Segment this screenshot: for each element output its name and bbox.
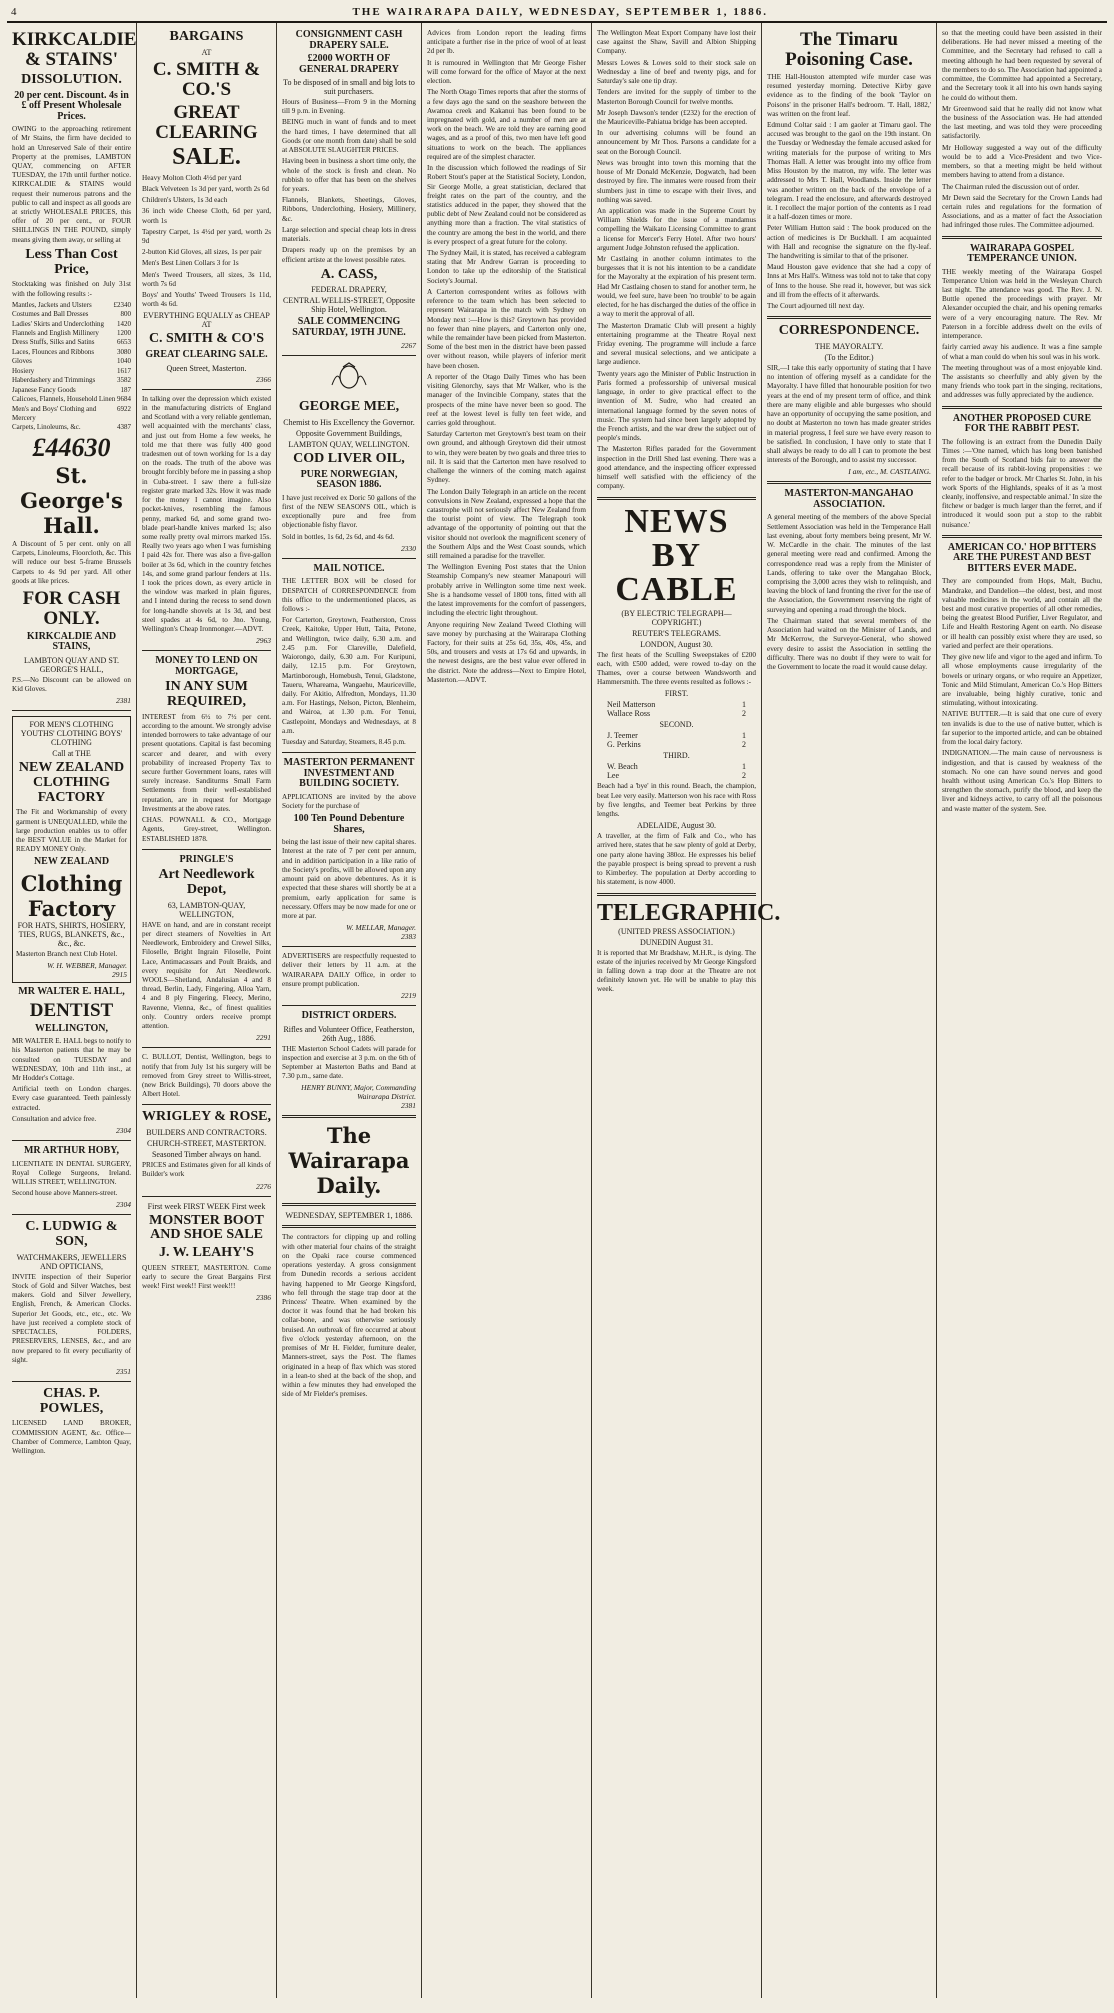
- mail-notice: MAIL NOTICE.: [313, 562, 385, 574]
- column-2: [137, 23, 277, 1998]
- stock-label: Gloves: [12, 357, 32, 366]
- second-heat: SECOND.: [659, 720, 694, 730]
- leahy-name: J. W. LEAHY'S: [159, 1244, 254, 1260]
- divider: [142, 1196, 271, 1197]
- cod-body: I have just received ex Doric 50 gallons of the first of the NEW SEASON'S OIL, which is exceptionally pure and free from objectionable fishy flavor.: [282, 493, 416, 530]
- cable-sub: (BY ELECTRIC TELEGRAPH—COPYRIGHT.): [621, 608, 732, 627]
- hoby-body: LICENTIATE IN DENTAL SURGERY, Royal College Surgeons, Ireland. WILLIS STREET, WELLINGTON.: [12, 1159, 131, 1186]
- stock-label: Ladies' Skirts and Underclothing: [12, 319, 105, 328]
- meeting-body-1: so that the meeting could have been assisted in their deliberations. He had never missed a meeting of the Committee, and the Secretary had refused to call a meeting although he had been requested by several of the members to do so. The Association had appointed a committee, the Committee had appointed a Secretary, and the Secretary took it all into his own hands saying he could do without them.: [942, 29, 1102, 102]
- stock-amount: 4387: [117, 423, 131, 432]
- first-heat: FIRST.: [664, 689, 689, 699]
- divider: [282, 1115, 416, 1118]
- pringle-body: HAVE on hand, and are in constant receipt per direct steamers of Novelties in Art Needlework, Embroidery and Crewel Silks, Filoselle, Bright Ingrain Filoselle, Point Lace, Antimacassars and Poult Braids, and every requisite for Art Needlework. WOOLS—Shetland, Andalusian 4 and 8 thread, Berlin, Lady, Fingering, Alloa Yarn, 4 and 8 ply Fingering, Fleecy, Merino, Ravenne, Vienna, &c., of finest qualities only. Country orders receive prompt attention.: [142, 920, 271, 1031]
- ludwig-body: INVITE inspection of their Superior Stock of Gold and Silver Watches, best makers. Gold and Silver Jewellery, English, French, & American Clocks. Superior Jet Goods, etc., etc., etc. We have just received a complete stock of SPECTACLES, FOLDERS, PRESERVERS, LENSES, &c., and are now prepared to fit every peculiarity of sight.: [12, 1272, 131, 1364]
- stock-row: [12, 329, 131, 338]
- column-7: [937, 23, 1107, 1998]
- kirkcaldie-title: KIRKCALDIE & STAINS': [12, 29, 137, 70]
- seasoned-timber: Seasoned Timber always on hand.: [151, 1150, 262, 1160]
- mayoralty-heading: THE MAYORALTY.: [814, 342, 884, 352]
- at-label: AT: [201, 47, 212, 57]
- timaru-body-2: Edmund Coltar said : I am gaoler at Timaru gaol. The accused was brought to the gaol on the 19th instant. On the Tuesday or Wednesday the female accused asked for writing materials for the purpose of writing to Mrs Thomas Hall. A letter was brought into my office from Miss Houston by the matron, my wife. The letter was addressed to Mrs T. Hall, Woodlands. Inside the letter was another written on the back of the envelope of a telegram. I read the enclosure, and afterwards destroyed it. I recollect the major portion of the contents as I read it a half-dozen times or more.: [767, 120, 931, 222]
- divider: [942, 236, 1102, 239]
- hall-body: MR WALTER E. HALL begs to notify to his Masterton patients that he may be consulted on TUESDAY and WEDNESDAY, 10th and 11th inst., at Mr Hodder's Cottage.: [12, 1037, 131, 1082]
- news-item-14: Tenders are invited for the supply of timber to the Masterton Borough Council for twelve months.: [597, 88, 756, 106]
- divider: [142, 650, 271, 651]
- smith-item: Boys' and Youths' Tweed Trousers 1s 11d, worth 4s 6d.: [142, 291, 271, 309]
- ad-number-10: 2386: [256, 1293, 271, 1303]
- smith-item: 36 inch wide Cheese Cloth, 6d per yard, worth 1s: [142, 207, 271, 225]
- consultation: Consultation and advice free.: [12, 1114, 97, 1123]
- heat-row: [597, 771, 756, 780]
- consignment-heading: CONSIGNMENT CASH DRAPERY SALE.: [295, 29, 403, 51]
- divider: [942, 406, 1102, 409]
- news-item-1: Advices from London report the leading firms anticipate a further rise in the price of wool of at least 2d per lb.: [427, 29, 586, 56]
- news-item-3: The North Otago Times reports that after the storms of a few days ago the sand on the seashore between the Awamoa creek and Kakanui has been found to be impregnated with gold, and a number of men are at work on the beach. We are told they are earning good wages, and as a proof of this, two men have left good situations to work on the beach. The appliances required are of the simplest character.: [427, 88, 586, 161]
- ad-number-3: 2304: [116, 1126, 131, 1136]
- temperance-body: THE weekly meeting of the Wairarapa Gospel Temperance Union was held in the Wesleyan Church last night. The attendance was good. The Rev. J. N. Buttle opened the proceedings with prayer. Mr Alexander occupied the chair, and his opening remarks were of a very encouraging nature. The Rev. Mr Paterson in a forcible address dwelt on the evils of intemperance.: [942, 267, 1102, 341]
- stock-amount: 1040: [117, 357, 131, 366]
- less-than-cost: Less Than Cost Price,: [25, 246, 118, 277]
- drapery-body-5: Drapers ready up on the premises by an efficient artiste at the lowest possible rates.: [282, 246, 416, 264]
- meeting-body-4: The Chairman ruled the discussion out of order.: [942, 182, 1080, 191]
- investment-body: APPLICATIONS are invited by the above Society for the purchase of: [282, 792, 416, 811]
- ad-number-5: 2351: [116, 1366, 131, 1376]
- column-4: [422, 23, 592, 1998]
- heat-3-results: [597, 762, 756, 780]
- news-item-13: Messrs Lowes & Lowes sold to their stock sale on Wednesday a line of beef and twenty pigs, and for Saturday's sale one tip dray.: [597, 58, 756, 86]
- stock-label: Dress Stuffs, Silks and Satins: [12, 338, 95, 347]
- divider: [142, 1104, 271, 1105]
- drapery-body-4: Large selection and special cheap lots in dress materials.: [282, 225, 416, 244]
- sculler-place: 1: [742, 762, 746, 772]
- smith-item: Children's Ulsters, 1s 3d each: [142, 196, 228, 205]
- sculler-name: G. Perkins: [607, 740, 641, 750]
- stock-row: [12, 423, 131, 432]
- heat-row: [597, 700, 756, 709]
- news-item-4: In the discussion which followed the readings of Sir Robert Stout's paper at the Statistical Society, London, Sir George Molle, a great statistician, declared that freight rates on the part of the country, and the statistics adduced in the paper, they showed that the public debt of New Zealand could not be considered as anything more than a fraction. The vital statistics of the country are among the best in the world, and there is every prospect of a great future for the colony.: [427, 164, 586, 246]
- pownall-sig: CHAS. POWNALL & CO., Mortgage Agents, Grey-street, Wellington. ESTABLISHED 1878.: [142, 816, 271, 843]
- divider: [767, 316, 931, 319]
- sale-heading: SALE.: [172, 144, 241, 171]
- business-hours: Hours of Business—From 9 in the Morning till 9 p.m. in Evening.: [282, 98, 416, 116]
- daily-date: WEDNESDAY, SEPTEMBER 1, 1886.: [285, 1211, 413, 1221]
- editorial-text: The contractors for clipping up and rolling with other material four chains of the straight on the Opaki race course commenced operations yesterday. A gross consignment from Dunedin records a serious accident having happened to Mr George Kingsford, who fell through the stage trap door at the Princess' Theatre. When examined by the doctor it was found that he had broken his collar-bone, and was otherwise seriously bruised. An outbreak of fire occurred at about five o'clock yesterday afternoon, on the premises of Mr H. Fielder, furniture dealer, Manners-street, says the Post. The flames originated in a heap of flax which was stored in a lean-to shed at the back of the shop, and within a few minutes they had enveloped the side of Mr Fielder's premises.: [282, 1233, 416, 1399]
- sale-commencing: SALE COMMENCING SATURDAY, 19TH JUNE.: [292, 316, 406, 338]
- dentist-heading: DENTIST: [29, 999, 114, 1021]
- heat-2-results: [597, 731, 756, 749]
- stock-list: [12, 301, 131, 433]
- to-editor: (To the Editor.): [824, 353, 874, 363]
- queen-street: Queen Street, Masterton.: [166, 363, 247, 373]
- crest-icon: [329, 361, 369, 391]
- wellington-heading: WELLINGTON,: [35, 1022, 108, 1034]
- news-item-19: Mr Castlaing in another column intimates to the burgesses that it is not his intention to be a candidate for the Mayoralty at the expiration of his present term. Had Mr Castlaing chosen to stand for another term, he would, we feel sure, have been 'no trouble' to be again elected, for he has discharged the duties of the office in a way to merit the approval of all.: [597, 255, 756, 319]
- timaru-body-3: Peter William Hutton said : The book produced on the action of medicines is Dr Buckhall. I am acquainted with Hall and recognise the signature on the fly-leaf. The handwriting is similar to that of the prisoner.: [767, 224, 931, 261]
- drapery-body-3: Flannels, Blankets, Sheetings, Gloves, Ribbons, Underclothing, Hosiery, Millinery, &c.: [282, 196, 416, 223]
- sculler-name: J. Teemer: [607, 731, 638, 741]
- webber-sig: W. H. WEBBER, Manager.: [47, 961, 127, 971]
- stock-amount: 9684: [117, 395, 131, 404]
- divider: [12, 1214, 131, 1215]
- leahy-body: QUEEN STREET, MASTERTON. Come early to secure the Great Bargains First week! First week!! First week!!!: [142, 1263, 271, 1290]
- stock-amount: 3080: [117, 347, 131, 356]
- pringle-address: 63, LAMBTON-QUAY, WELLINGTON,: [167, 900, 246, 919]
- sculler-name: Wallace Ross: [607, 709, 651, 719]
- temperance-body-2: fairly carried away his audience. It was a fine sample of what a man could do when his soul was in his work.: [942, 343, 1102, 361]
- stock-row: [12, 338, 131, 347]
- divider: [767, 481, 931, 484]
- divider: [282, 1225, 416, 1228]
- divider: [12, 1140, 131, 1141]
- news-item-21: Twenty years ago the Minister of Public Instruction in Paris formed a professorship of universal musical language, in order to give practical effect to the invention of M. Sudre, who had created an international language formed by the seven notes of music. The system had since been largely adopted by the French artists, and the war drew the subject out of people's minds.: [597, 369, 756, 443]
- stock-amount: 187: [120, 385, 131, 394]
- news-item-18: An application was made in the Supreme Court by William Shields for the issue of a mandamus compelling the Waikato Licensing Committee to grant a license for Mercer's Ferry Hotel. After two hours' argument Judge Johnston refused the application.: [597, 206, 756, 252]
- stock-amount: 1200: [117, 329, 131, 338]
- ad-number-13: 2383: [401, 932, 416, 942]
- divider: [142, 849, 271, 850]
- debenture-shares: 100 Ten Pound Debenture Shares,: [293, 813, 405, 835]
- ad-number-6: 2366: [256, 374, 271, 384]
- sculler-place: 1: [742, 700, 746, 710]
- telegraphic-sub: (UNITED PRESS ASSOCIATION.): [618, 926, 735, 936]
- hall-name: MR WALTER E. HALL,: [18, 986, 125, 998]
- ad-number-14: 2219: [401, 991, 416, 1001]
- heat-row: [597, 762, 756, 771]
- timaru-body-1: THE Hall-Houston attempted wife murder case was resumed yesterday morning. Detective Kirby gave evidence as to the finding of the book 'Taylor on Poisons' in the prisoner Hall's bedroom. 'T. Hall, 1882,' was written on the front leaf.: [767, 72, 931, 118]
- stock-amount: £2340: [113, 300, 131, 309]
- smith-name: C. SMITH & CO.'S: [152, 58, 261, 100]
- second-house: Second house above Manners-street.: [12, 1189, 118, 1198]
- rabbit-pest-body: The following is an extract from the Dunedin Daily Times :—'One named, which has long been banished from the South of Scotland bids fair to answer the recall because of its rabbit-loving propensities : we refer to the badger or brock. Mr Charles St. John, in his work Sports of the Highlands, speaks of it as 'a most cleanly, inoffensive, and respectable animal.' In size the fitchew or badger is much larger than the ferret, and if introduced it would soon put a stop to the rabbit nuisance.': [942, 437, 1102, 529]
- any-sum: IN ANY SUM REQUIRED,: [165, 679, 248, 710]
- drapery-sub: To be disposed of in small and big lots to suit purchasers.: [283, 78, 415, 96]
- needlework-heading: Art Needlework Depot,: [158, 867, 255, 897]
- column-1: [7, 23, 137, 1998]
- divider: [597, 893, 756, 896]
- builders-line: BUILDERS AND CONTRACTORS.: [146, 1128, 267, 1138]
- great-clearing: GREAT CLEARING: [155, 101, 258, 143]
- stock-amount: 6922: [117, 404, 131, 413]
- reuters-heading: REUTER'S TELEGRAMS.: [632, 628, 721, 638]
- st-georges-hall: St. George's Hall.: [20, 462, 123, 538]
- news-item-15: Mr Joseph Dawson's tender (£232) for the erection of the Mauriceville-Pahiatua bridge has been accepted.: [597, 108, 756, 126]
- news-item-17: News was brought into town this morning that the house of Mr Donald McKenzie, Dogwatch, had been destroyed by fire. The inmates were roused from their slumbers just in time to escape with their lives, and nothing was saved.: [597, 158, 756, 204]
- nz-clothing-factory: NEW ZEALAND CLOTHING FACTORY: [18, 760, 125, 805]
- masthead: [7, 6, 1107, 23]
- stock-label: Costumes and Ball Dresses: [12, 310, 89, 319]
- news-item-9: The London Daily Telegraph in an article on the recent convulsions in New Zealand, expressed a hope that the catastrophe will not seriously affect New Zealand from the tourist point of view. The Telegraph took advantage of the opportunity of pointing out that the visitor should not overlook the magnificent scenery of the Southern Alps and the West Coast sounds, which still remained a paradise for the traveller.: [427, 487, 586, 561]
- ps-line: P.S.—No Discount can be allowed on Kid Gloves.: [12, 675, 131, 694]
- pure-norwegian: PURE NORWEGIAN, SEASON 1886.: [300, 468, 398, 491]
- smith-name-2: C. SMITH & CO'S: [148, 331, 265, 347]
- ad-number-2: 2915: [112, 970, 127, 980]
- stock-total: £44630: [32, 432, 111, 462]
- cass-sub: FEDERAL DRAPERY,: [311, 285, 387, 295]
- stock-row: [12, 357, 131, 366]
- powles-name: CHAS. P. POWLES,: [39, 1385, 104, 1416]
- divider: [597, 497, 756, 500]
- divider: [942, 535, 1102, 538]
- lambton-line: LAMBTON QUAY, WELLINGTON.: [288, 440, 410, 450]
- cod-liver-oil: COD LIVER OIL,: [293, 451, 405, 467]
- mail-body: THE LETTER BOX will be closed for DESPATCH of CORRESPONDENCE from this office to the undermentioned places, as follows :-: [282, 577, 416, 614]
- smith-item: Men's Best Linen Collars 3 for 1s: [142, 259, 239, 268]
- stock-row: [12, 367, 131, 376]
- great-clearing-2: GREAT CLEARING SALE.: [145, 349, 268, 361]
- money-body: INTEREST from 6½ to 7½ per cent. according to the amount. We strongly advise intended borrowers to take advantage of our present quotations. Capital is fast becoming scarcer and dearer, and with every probability of increased Property Tax to secure further Government loans, rates will surely increase. Sanditurms Small Farm Settlements from their well-established reputation, are in request for Mortgage Investments at the above rates.: [142, 712, 271, 813]
- adelaide-dateline: ADELAIDE, August 30.: [636, 821, 717, 831]
- ludwig-sub: WATCHMAKERS, JEWELLERS AND OPTICIANS,: [16, 1252, 127, 1271]
- artificial-teeth: Artificial teeth on London charges. Every case guaranteed. Teeth painlessly extracted.: [12, 1085, 131, 1112]
- divider: [142, 1047, 271, 1048]
- news-item-8: Saturday Carterton met Greytown's best team on their own ground, and although Greytown did their utmost to win, they were beaten by two goals and three tries to nil. It is said that the Carterton men have resolved to challenge the winners of the coming match against Sydney.: [427, 430, 586, 485]
- bunny-sig: HENRY BUNNY, Major, Commanding Wairarapa District.: [301, 1083, 416, 1102]
- news-item-12: The Wellington Meat Export Company have lost their case against the Shaw, Savill and Albion Shipping Company.: [597, 29, 756, 56]
- advertisers-notice: ADVERTISERS are respectfully requested to deliver their letters by 11 a.m. at the WAIRARAPA DAILY Office, in order to ensure prompt publication.: [282, 952, 416, 988]
- columns: [7, 23, 1107, 1998]
- indigestion-notice: INDIGNATION.—The main cause of nervousness is indigestion, and that is caused by weakness of the stomach. No one can have sound nerves and good health without using American Co.'s Hop Bitters to strengthen the stomach, purify the blood, and keep the liver and kidneys active, to carry off all the poisonous and waste matter of the system. See.: [942, 749, 1102, 813]
- news-item-11: Anyone requiring New Zealand Tweed Clothing will save money by purchasing at the Wairarapa Clothing Factory, for their suits at 25s 6d, 35s, 40s, 45s, and 50s, and trousers and vests at 17s 6d and upwards, in the newest designs, are the best value ever offered in the district. Note the address—Next to Empire Hotel, Masterton.—ADVT.: [427, 620, 586, 684]
- stock-label: Carpets, Linoleums, &c.: [12, 423, 81, 432]
- dissolution-heading: DISSOLUTION.: [21, 71, 122, 87]
- third-heat: THIRD.: [663, 751, 690, 761]
- temperance-body-3: The meeting throughout was of a most enjoyable kind. The assistants so cheerfully and ably given by the many friends who took part in the singing, recitations, and addresses was fully appreciated by the audience.: [942, 363, 1102, 400]
- castlaing-sig: I am, etc., M. CASTLAING.: [848, 467, 931, 477]
- first-week: First week FIRST WEEK First week: [147, 1201, 266, 1211]
- mayoralty-letter: SIR,—I take this early opportunity of stating that I have no intention of offering myself as a candidate for the Mayoralty. I have filled that honourable position for two years at the end of my present term of office, and think there are many eligible and able burgesses who should have an opportunity of occupying the same position, and no doubt at Masterton no town has made greater strides in material progress, I feel sure we have every reason to be satisfied. In conclusion, I have only to state that I shall always be ready to do all I can to promote the best interests of the Borough, and to assist my successor.: [767, 364, 931, 465]
- divider: [12, 1381, 131, 1382]
- sculler-name: Neil Matterson: [607, 700, 656, 710]
- mangahao-body-2: The Chairman stated that several members of the Association had waited on the Minister of Lands, and Mr McKerrow, the Surveyor-General, who showed every desire to assist the Association in settling the difficulty. There was no doubt if they were to wait for the Government to locate the road it would cause delay.: [767, 616, 931, 671]
- timaru-heading: The Timaru Poisoning Case.: [785, 29, 913, 70]
- stocktaking-line: Stocktaking was finished on July 31st with the following results :-: [12, 280, 131, 298]
- ad-number-4: 2304: [116, 1200, 131, 1210]
- district-orders: DISTRICT ORDERS.: [301, 1010, 397, 1022]
- bargains-heading: BARGAINS: [169, 29, 244, 44]
- stock-label: Flannels and English Millinery: [12, 329, 99, 338]
- smith-item-list: [142, 174, 271, 310]
- george-sub: Chemist to His Excellency the Governor.: [283, 418, 415, 428]
- drapery-body-2: Having been in business a short time only, the whole of the stock is fresh and clean. No rubbish to offer that has been on the shelves for years.: [282, 157, 416, 193]
- hop-bitters-heading: AMERICAN CO.' HOP BITTERS ARE THE PUREST AND BEST BITTERS EVER MADE.: [947, 541, 1097, 574]
- ad-number-15: 2381: [401, 1101, 416, 1111]
- sculler-place: 1: [742, 731, 746, 741]
- news-by-cable: NEWS BY CABLE: [615, 502, 738, 608]
- heat-body: Beach had a 'bye' in this round. Beach, the champion, beat Lee very easily. Matterson won his race with Ross by five lengths, and Teemer beat Perkins by three lengths.: [597, 782, 756, 819]
- newspaper-page: [7, 6, 1107, 2001]
- shares-body: being the last issue of their new capital shares. Interest at the rate of 7 per cent per annum, and in addition participation in a like ratio of the Society's profits, will be allowed upon any amount paid on above debentures. As it is expected that these shares will shortly be at a premium, early application for same is necessary. Offers may be now made for one or more at par.: [282, 838, 416, 920]
- clothing-factory: Clothing Factory: [20, 870, 123, 921]
- smith-item: Men's Tweed Trousers, all sizes, 3s 11d, worth 7s 6d: [142, 270, 271, 288]
- ad-number-8: 2291: [256, 1033, 271, 1043]
- dunedin-dateline: DUNEDIN August 31.: [639, 937, 714, 947]
- st-georges-body: A Discount of 5 per cent. only on all Carpets, Linoleums, Floorcloth, &c. This will reduce our best 5-frame Brussels Carpets to 4s 9d per yard. All other goods at like prices.: [12, 539, 131, 585]
- news-item-20: The Masterton Dramatic Club will present a highly entertaining programme at the Theatre Royal next Friday evening. The programme will include a farce and several musical selections, and we anticipate a large audience.: [597, 321, 756, 367]
- stock-row: [12, 301, 131, 310]
- mangahao-heading: MASTERTON-MANGAHAO ASSOCIATION.: [784, 488, 914, 510]
- divider: [142, 389, 271, 390]
- for-mens: FOR MEN'S CLOTHING YOUTHS' CLOTHING BOYS' CLOTHING: [20, 720, 123, 748]
- monster-sale: MONSTER BOOT AND SHOE SALE: [149, 1212, 264, 1243]
- page-number: 4: [11, 6, 18, 18]
- heat-1-results: [597, 700, 756, 718]
- masterton-branch: Masterton Branch next Club Hotel.: [16, 949, 118, 958]
- hats-line: FOR HATS, SHIRTS, HOSIERY, TIES, RUGS, BLANKETS, &c., &c., &c.: [17, 920, 126, 948]
- stock-amount: 1617: [117, 366, 131, 375]
- stock-row: [12, 386, 131, 395]
- divider: [282, 355, 416, 356]
- divider: [282, 558, 416, 559]
- divider: [282, 752, 416, 753]
- smith-item: 2-button Kid Gloves, all sizes, 1s per pair: [142, 248, 262, 257]
- mail-footer: Tuesday and Saturday, Steamers, 8.45 p.m.: [282, 738, 406, 747]
- church-street: CHURCH-STREET, MASTERTON.: [146, 1139, 266, 1149]
- news-item-22: The Masterton Rifles paraded for the Government inspection in the Drill Shed last evening. There was a good attendance, and the inspecting officer expressed himself well satisfied with the efficiency of the company.: [597, 445, 756, 491]
- mellar-sig: W. MELLAR, Manager.: [346, 923, 416, 933]
- mangahao-body-1: A general meeting of the members of the above Special Settlement Association was held in the Temperance Hall last evening, about forty members being present, Mr W. W. McCardle in the chair. The minutes of the last general meeting were read and confirmed. Among the correspondence read was a reply from the Minister of Lands, offering to take over the Mangahao Block, comprising the 3,000 acres they wish to relinquish, and leaving the block of land fronting the river for the use of the Association, the Government reserving the right of surveying and opening a road through the block.: [767, 513, 931, 614]
- dunedin-body: It is reported that Mr Bradshaw, M.H.R., is dying. The estate of the injuries received by Mr George Kingsford in falling down a trap door at the Theatre are not definitely known yet. He will be unable to play this week.: [597, 948, 756, 994]
- telegraphic-heading: TELEGRAPHIC.: [597, 899, 781, 926]
- stock-label: Men's and Boys' Clothing and Mercery: [12, 404, 97, 422]
- ludwig-name: C. LUDWIG & SON,: [25, 1219, 118, 1250]
- nz-label: NEW ZEALAND: [33, 856, 110, 868]
- news-item-6: A Carterton correspondent writes as follows with reference to the team which has been selected to represent Wairarapa in the match with Sydney on Monday next :—How is this? Greytown has provided no fewer than nine players, and Carterton only one, while the remainder have been picked from Masterton. Some of the best men in the district have been passed over without reason, while players of inferior merit have been chosen.: [427, 287, 586, 370]
- smith-item: Black Velveteen 1s 3d per yard, worth 2s 6d: [142, 184, 270, 193]
- london-dateline: LONDON, August 30.: [640, 639, 713, 649]
- pringle-name: PRINGLE'S: [179, 853, 234, 865]
- news-item-10: The Wellington Evening Post states that the Union Steamship Company's new steamer Manapouri will probably arrive in Wellington some time next week. She is a handsome vessel of 1800 tons, fitted with all the latest improvements for the comfort of passengers, including the electric light throughout.: [427, 563, 586, 618]
- stock-row: [12, 376, 131, 385]
- news-item-2: It is rumoured in Wellington that Mr George Fisher will come forward for the office of Mayor at the next election.: [427, 58, 586, 86]
- mens-clothing-box: [12, 716, 131, 983]
- cash-only: FOR CASH ONLY.: [22, 587, 121, 629]
- powles-body: LICENSED LAND BROKER, COMMISSION AGENT, &c. Office—Chamber of Commerce, Lambton Quay, Wellington.: [12, 1419, 131, 1455]
- investment-society: MASTERTON PERMANENT INVESTMENT AND BUILDING SOCIETY.: [283, 757, 415, 790]
- sculler-name: W. Beach: [607, 762, 638, 772]
- timaru-body-5: The Court adjourned till next day.: [767, 302, 865, 311]
- meeting-body-2: Mr Greenwood said that he really did not know what the business of the Association was. He had attended the last meeting, and was told they were proceeding satisfactorily.: [942, 104, 1102, 141]
- money-to-lend: MONEY TO LEND ON MORTGAGE,: [155, 655, 258, 677]
- stock-row: [12, 348, 131, 357]
- masthead-title: THE WAIRARAPA DAILY, WEDNESDAY, SEPTEMBER 1, 1886.: [352, 6, 769, 18]
- temperance-heading: WAIRARAPA GOSPEL TEMPERANCE UNION.: [967, 242, 1077, 265]
- ad-number-9: 2276: [256, 1181, 271, 1191]
- everything-cheap: EVERYTHING EQUALLY as CHEAP AT: [143, 311, 270, 330]
- rifles-body: THE Masterton School Cadets will parade for inspection and exercise at 3 p.m. on the 6th of September at Masterton Baths and Band at 7.30 p.m., same date.: [282, 1044, 416, 1081]
- heat-row: [597, 740, 756, 749]
- adelaide-body: A traveller, at the firm of Falk and Co., who has arrived here, states that he saw plenty of gold at Derby, one party alone having 380oz. He expresses his belief the payable prospect is being spread to prevent a rush to Kimberley. The population at Derby according to his statement, is now 4000.: [597, 832, 756, 887]
- cass-name: A. CASS,: [320, 266, 378, 282]
- column-3: [277, 23, 422, 1998]
- sculler-name: Lee: [607, 771, 619, 781]
- stock-label: Japanese Fancy Goods: [12, 385, 76, 394]
- news-item-16: In our advertising columns will be found an announcement by Mr Thos. Parsons a candidate for a seat on the Borough Council.: [597, 129, 756, 156]
- meeting-body-3: Mr Holloway suggested a way out of the difficulty would be to add a Vice-President and two Vice-members, so that a meeting might be held without members having to attend from a distance.: [942, 143, 1102, 180]
- smith-item: Tapestry Carpet, 1s 4½d per yard, worth 2s 9d: [142, 227, 271, 245]
- sculler-place: 2: [742, 771, 746, 781]
- stock-label: Hosiery: [12, 366, 35, 375]
- divider: [282, 1005, 416, 1006]
- nzcf-body: The Fit and Workmanship of every garment is UNEQUALLED, while the large production enables us to offer the BEST VALUE in the Market for READY MONEY Only.: [16, 808, 127, 854]
- news-item-5: The Sydney Mail, it is stated, has received a cablegram stating that Mr Andrew Garran is proceeding to London to take up the editorship of the Statistical Society's Journal.: [427, 249, 586, 285]
- column-6: [762, 23, 937, 1998]
- smith-item: Heavy Molton Cloth 4½d per yard: [142, 173, 242, 182]
- london-body: The first heats of the Sculling Sweepstakes of £200 each, with £500 added, were rowed to-day on the Thames, over a course between Wandsworth and Hammersmith. The three events resulted as follows :-: [597, 650, 756, 687]
- stock-label: Mantles, Jackets and Ulsters: [12, 300, 92, 309]
- discount-line: 20 per cent. Discount. 4s in £ off Present Wholesale Prices.: [14, 89, 129, 122]
- bullot-body: C. BULLOT, Dentist, Wellington, begs to notify that from July 1st his surgery will be removed from Grey street to Willis-street, (new Brick Buildings), 70 doors above the Albert Hotel.: [142, 1053, 271, 1099]
- meeting-body-5: Mr Dewn said the Secretary for the Crown Lands had certain rules and regulations for the formation of Associations, and as a matter of fact the Association had infringed those rules. The Committee adjourned.: [942, 193, 1102, 230]
- stock-row: [12, 405, 131, 424]
- stock-row: [12, 320, 131, 329]
- ad-number-7: 2963: [256, 636, 271, 646]
- mail-list: For Carterton, Greytown, Featherston, Cross Creek, Kaitoke, Upper Hutt, Taita, Petone, and Wellington, twice daily, 6.30 a.m. and 2.45 p.m. For Clareville, Dalefield, Waiorongo, daily, 6.30 a.m. For Kuripuni, daily, 12.15 p.m. For Greytown, Martinborough, Homebush, Tenui, Gladstone, Taueru, Whareama, Wangaehu, Mauriceville, daily. For Akitio, Alfredton, Mondays, 11.30 a.m. For Hastings, Nelson, Picton, Blenheim, and Wairoa, at 1.30 p.m. For Tenui, Castlepoint, Mondays and Wednesdays, at 8 a.m.: [282, 616, 416, 735]
- rifles-office: Rifles and Volunteer Office, Featherston, 26th Aug., 1886.: [283, 1024, 415, 1043]
- divider: [282, 946, 416, 947]
- correspondence-heading: CORRESPONDENCE.: [778, 323, 920, 339]
- column-5: [592, 23, 781, 1998]
- drapery-worth: £2000 WORTH OF GENERAL DRAPERY: [299, 53, 399, 75]
- stock-label: Calicoes, Flannels, Household Linen: [12, 395, 116, 404]
- prices-line: PRICES and Estimates given for all kinds of Builder's work: [142, 1161, 271, 1179]
- kirkcaldie-address: LAMBTON QUAY AND ST. GEORGE'S HALL,: [23, 655, 120, 674]
- ad-number-11: 2267: [401, 341, 416, 351]
- ad-number-1: 2381: [116, 696, 131, 706]
- ad-number-12: 2330: [401, 543, 416, 553]
- divider: [282, 1203, 416, 1206]
- cass-address: CENTRAL WELLIS-STREET, Opposite Ship Hotel, Wellington.: [282, 296, 416, 315]
- drapery-body-1: BEING much in want of funds and to meet the hard times, I have determined that all Goods (or one month from date) shall be sold at ABSOLUTE SLAUGHTER PRICES.: [282, 118, 416, 155]
- heat-row: [597, 731, 756, 740]
- divider: [12, 710, 131, 711]
- wrigley-name: WRIGLEY & ROSE,: [142, 1109, 272, 1125]
- heat-row: [597, 709, 756, 718]
- stock-row: [12, 310, 131, 319]
- hop-bitters-body: They are compounded from Hops, Malt, Buchu, Mandrake, and Dandelion—the oldest, best, and most valuable medicines in the world, and contain all the best and most curative properties of all other remedies, being the greatest Blood Purifier, Liver Regulator, and Life and Health Restoring Agent on earth. No disease or ill health can possibly exist where they are used, so varied and perfect are their operations.: [942, 577, 1102, 650]
- native-butter: NATIVE BUTTER.—It is said that one cure of every ten invalids is due to the use of native butter, which is far superior to the imported article, and can be obtained from the local dairy factory.: [942, 710, 1102, 747]
- george-mee: GEORGE MEE,: [298, 399, 400, 415]
- sold-line: Sold in bottles, 1s 6d, 2s 6d, and 4s 6d.: [282, 532, 395, 541]
- news-item-7: A reporter of the Otago Daily Times who has been visiting Glenorchy, says that Mr Walker, who is the manager of the Invincible Company, states that the prospects of the mine have never been so good. The reef at the lowest level is fully ten feet wide, and carries gold throughout.: [427, 372, 586, 427]
- hop-bitters-body-2: They give new life and vigor to the aged and infirm. To all whose employments cause irregularity of the bowels or urinary organs, or who require an Appetizer, Tonic and Mild Stimulant, American Co.'s Hop Bitters are invaluable, being highly curative, tonic and stimulating, without intoxicating.: [942, 653, 1102, 708]
- stock-row: [12, 395, 131, 404]
- stock-amount: 6653: [117, 338, 131, 347]
- sculler-place: 2: [742, 740, 746, 750]
- rabbit-pest-heading: ANOTHER PROPOSED CURE FOR THE RABBIT PEST.: [952, 412, 1092, 435]
- stock-label: Laces, Flounces and Ribbons: [12, 347, 95, 356]
- stock-amount: 3582: [117, 376, 131, 385]
- timaru-body-4: Maud Houston gave evidence that she had a copy of Inns at Mrs Hall's. Witness was told not to take that copy of Inns to the house. She read it, however, but was sick and ill from the effects of it afterwards.: [767, 263, 931, 299]
- stock-amount: 800: [120, 310, 131, 319]
- kirkcaldie-body: OWING to the approaching retirement of Mr Stains, the firm have decided to hold an Unreserved Sale of their entire Property at the premises, LAMBTON QUAY, commencing on AFTER TUESDAY, the 17th until further notice. KIRKCALDIE & STAINS would request their numerous patrons and the public to call and inspect as all goods are at strictly WHOLESALE PRICES, this offer of 20 per cent., or FOUR SHILLINGS IN THE POUND, simply means giving them away, or selling at: [12, 125, 131, 244]
- kirkcaldie-again: KIRKCALDIE AND STAINS,: [26, 630, 117, 653]
- george-address: Opposite Government Buildings,: [296, 429, 402, 439]
- call-at: Call at THE: [52, 749, 91, 759]
- daily-title: The Wairarapa Daily.: [288, 1123, 410, 1199]
- depression-article: In talking over the depression which existed in the manufacturing districts of England and Scotland with a very reliable gentleman, well acquainted with the merchants' class, and just out from Home a few weeks, he told me that there was fully 400 good tradesmen out of town working for 1s a day on the roads. The truth of the above was brought forcibly before me in passing a shop in Cuba-street. I saw there a full-size register grate marked 32s. How it was made for the money I cannot imagine. Also pocket-knives, resembling the famous penny, marked 6d, and some grand two-blade pearl-handle knives marked 1s; also some really pretty oval mirrors marked 15s. Really two years ago when I was furnishing I paid 42s for. There was also a five-gallon boiler at 3s 6d, which in the country fetches 14s, and some grand parlour fenders at 11s. I took the prices down, as every article in the window was marked in plain figures, and I intend during the recess to send down for long-handle shovels at 1s 3d, and best steel spades at 4s 6d, to Jno. Young, Wellington's Cheap Ironmonger.—ADVT.: [142, 394, 271, 634]
- stock-label: Haberdashery and Trimmings: [12, 376, 96, 385]
- sculler-place: 2: [742, 709, 746, 719]
- royal-crest: [282, 361, 416, 396]
- stock-amount: 1420: [117, 319, 131, 328]
- hoby-name: MR ARTHUR HOBY,: [23, 1145, 120, 1157]
